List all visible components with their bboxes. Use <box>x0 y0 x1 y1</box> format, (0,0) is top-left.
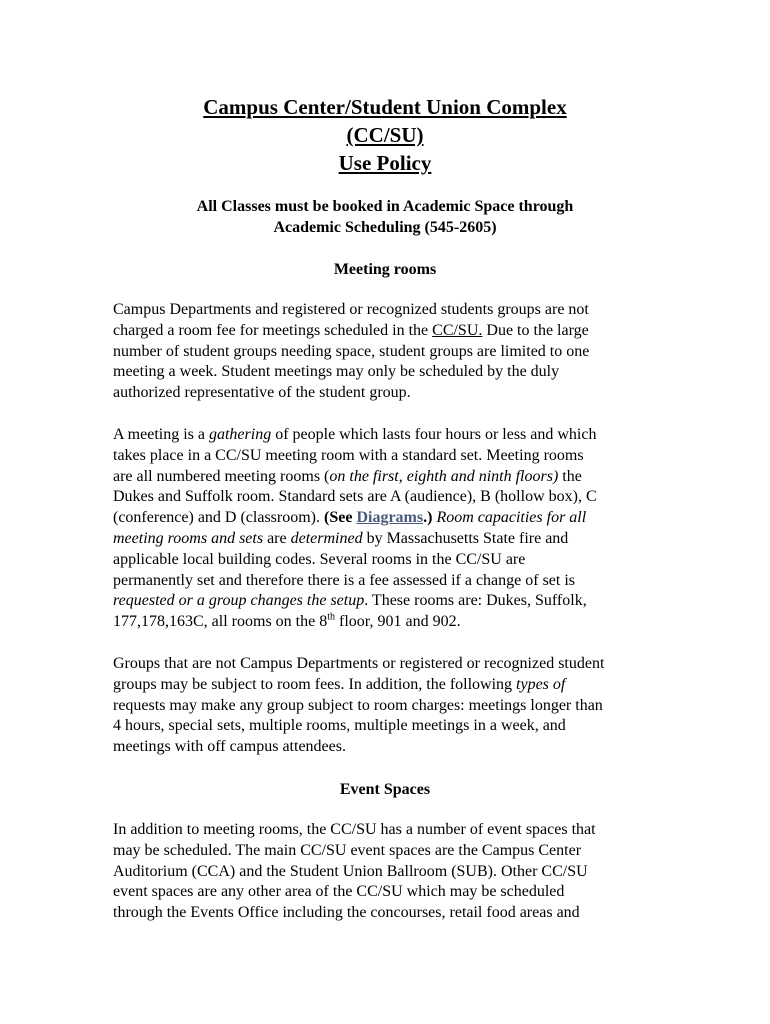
text-run: the <box>558 467 582 485</box>
text-run: 177,178,163C, all rooms on the 8 <box>113 613 328 631</box>
title-line-1: Campus Center/Student Union Complex <box>203 95 567 119</box>
text-line <box>113 529 661 550</box>
text-run: . These rooms are: Dukes, Suffolk, <box>364 592 587 610</box>
text-run: are <box>263 529 291 547</box>
text-run: of people which lasts four hours or less and which <box>271 426 597 443</box>
text-line <box>113 425 661 446</box>
text-run: (See <box>324 509 357 527</box>
document-title <box>0 93 770 177</box>
text-line: meeting a week. Student meetings may only be scheduled by the duly <box>113 363 560 381</box>
text-line: authorized representative of the student group. <box>113 384 411 402</box>
text-run: by Massachusetts State fire and <box>362 529 569 547</box>
text-line <box>113 591 661 612</box>
text-line: event spaces are any other area of the CC/SU which may be scheduled <box>113 883 565 901</box>
paragraph-room-fees <box>113 654 661 758</box>
text-run: groups may be subject to room fees. In addition, the following <box>113 675 517 693</box>
text-line: In addition to meeting rooms, the CC/SU has a number of event spaces that <box>113 821 596 838</box>
text-run: charged a room fee for meetings scheduled in the <box>113 321 433 339</box>
text-line: Dukes and Suffolk room. Standard sets are A (audience), B (hollow box), C <box>113 488 597 506</box>
text-run: A meeting is a <box>113 426 209 443</box>
text-run: Due to the large <box>482 321 589 339</box>
text-line: permanently set and therefore there is a fee assessed if a change of set is <box>113 571 576 589</box>
text-run: Room capacities for all <box>432 509 587 527</box>
ordinal-superscript: th <box>327 611 335 623</box>
academic-notice <box>0 196 770 238</box>
paragraph-meeting-definition <box>113 425 661 633</box>
text-line <box>113 321 661 342</box>
text-run: types of <box>516 675 566 693</box>
paragraph-event-spaces <box>113 820 661 924</box>
text-line: may be scheduled. The main CC/SU event spaces are the Campus Center <box>113 841 582 859</box>
text-line: through the Events Office including the concourses, retail food areas and <box>113 904 580 922</box>
text-run: gathering <box>208 426 272 443</box>
text-line: Auditorium (CCA) and the Student Union Ballroom (SUB). Other CC/SU <box>113 862 588 880</box>
notice-line-2: Academic Scheduling (545-2605) <box>273 219 497 236</box>
text-run: are all numbered meeting rooms ( <box>113 467 330 485</box>
text-run: .) <box>423 509 433 527</box>
text-line <box>113 612 661 633</box>
text-run: meeting rooms and sets <box>113 529 264 547</box>
text-run: (conference) and D (classroom). <box>113 509 325 527</box>
text-run: requested or a group changes the setup <box>113 592 365 610</box>
heading-meeting-rooms: Meeting rooms <box>333 261 437 278</box>
text-line <box>113 508 661 529</box>
text-line <box>113 675 661 696</box>
text-line: number of student groups needing space, student groups are limited to one <box>113 342 590 360</box>
paragraph-meeting-fees <box>113 300 661 404</box>
text-line <box>113 467 661 488</box>
text-run: determined <box>290 529 363 547</box>
text-line: takes place in a CC/SU meeting room with a standard set. Meeting rooms <box>113 446 584 464</box>
text-line: applicable local building codes. Several rooms in the CC/SU are <box>113 550 526 568</box>
text-run: on the first, eighth and ninth floors) <box>329 467 559 485</box>
text-line: 4 hours, special sets, multiple rooms, multiple meetings in a week, and <box>113 717 566 735</box>
heading-event-spaces: Event Spaces <box>339 781 431 798</box>
diagrams-link[interactable]: Diagrams <box>356 509 424 527</box>
text-run: floor, 901 and 902. <box>335 613 461 631</box>
text-line: Campus Departments and registered or recognized students groups are not <box>113 301 589 318</box>
ccsu-link[interactable]: CC/SU. <box>432 321 483 339</box>
notice-line-1: All Classes must be booked in Academic Space through <box>196 198 574 215</box>
title-line-2: (CC/SU) <box>346 123 424 147</box>
title-line-3: Use Policy <box>338 151 432 175</box>
text-line: Groups that are not Campus Departments or registered or recognized student <box>113 655 605 672</box>
text-line: requests may make any group subject to room charges: meetings longer than <box>113 696 603 714</box>
text-line: meetings with off campus attendees. <box>113 738 346 756</box>
